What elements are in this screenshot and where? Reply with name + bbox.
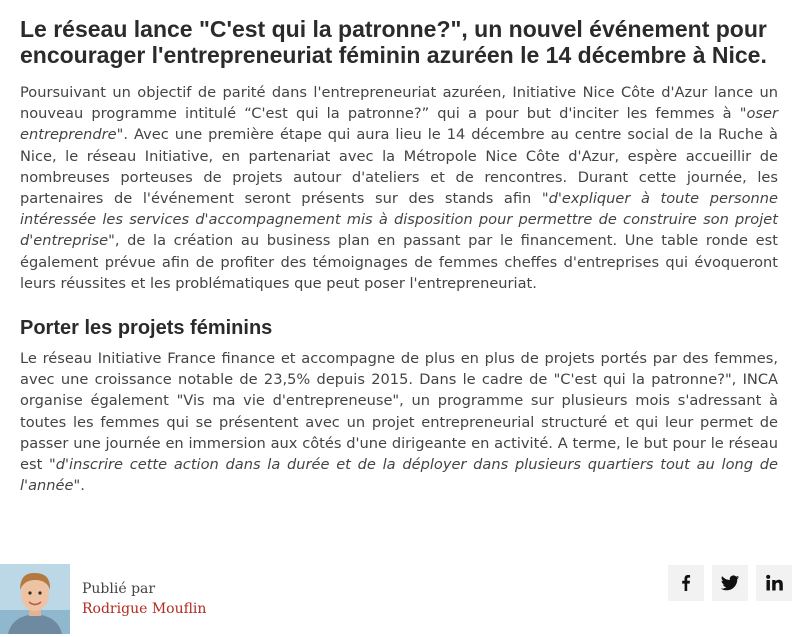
article (20, 16, 778, 496)
share-buttons (668, 565, 792, 601)
article-title: Le réseau lance "C'est qui la patronne?", un nouvel événement pour encourager l'entrepreneuriat féminin azuréen le 14 décembre à Nice. (20, 16, 767, 68)
section-paragraph (20, 348, 778, 496)
author-info (82, 579, 206, 619)
author-block (0, 564, 206, 634)
section-heading: Porter les projets féminins (20, 317, 273, 340)
section-text-2: . (80, 477, 85, 495)
intro-quote-2: "d'expliquer à toute personne intéressée les services d'accompagnement mis à disposition pour permettre de construire son projet d'entreprise" (20, 190, 778, 250)
intro-text-3: , de la création au business plan en passant par le financement. Une table ronde est également prévue afin de profiter des témoignages de femmes cheffes d'entreprises qui évoqueront leurs réussites et les problématiques que peut poser l'entrepreneuriat. (20, 232, 778, 292)
linkedin-icon (764, 573, 784, 593)
twitter-icon (720, 573, 740, 593)
intro-quote-1: "oser entreprendre" (20, 105, 778, 144)
section-text-1: Le réseau Initiative France finance et accompagne de plus en plus de projets portés par des femmes, avec une croissance notable de 23,5% depuis 2015. Dans le cadre de "C'est qui la patronne?", INCA organise également "Vis ma vie d'entrepreneuse", un programme sur plusieurs mois s'adressant à toutes les femmes qui se présentent avec un projet entrepreneurial structuré et qui leur permet de passer une journée en immersion aux côtés d'une dirigeante en activité. A terme, le but pour le réseau est (20, 350, 778, 474)
author-name-link[interactable]: Rodrigue Mouflin (82, 601, 207, 617)
share-facebook-button[interactable] (668, 565, 704, 601)
facebook-icon (676, 573, 696, 593)
published-by-label: Publié par (82, 581, 156, 597)
share-twitter-button[interactable] (712, 565, 748, 601)
section-quote: "d'inscrire cette action dans la durée et de la déployer dans plusieurs quartiers tout au long de l'année" (20, 456, 778, 495)
intro-text-2: . Avec une première étape qui aura lieu le 14 décembre au centre social de la Ruche à Nice, le réseau Initiative, en partenariat avec la Métropole Nice Côte d'Azur, espère accueillir de nombreuses porteuses de projets autour d'ateliers et de rencontres. Durant cette journée, les partenaires de l'événement seront présents sur des stands afin (20, 126, 778, 208)
author-avatar[interactable] (0, 564, 70, 634)
intro-paragraph (20, 82, 778, 294)
intro-text-1: Poursuivant un objectif de parité dans l'entrepreneuriat azuréen, Initiative Nice Côte d'Azur lance un nouveau programme intitulé “C'est qui la patronne?” qui a pour but d'inciter les femmes à (20, 84, 778, 123)
share-linkedin-button[interactable] (756, 565, 792, 601)
